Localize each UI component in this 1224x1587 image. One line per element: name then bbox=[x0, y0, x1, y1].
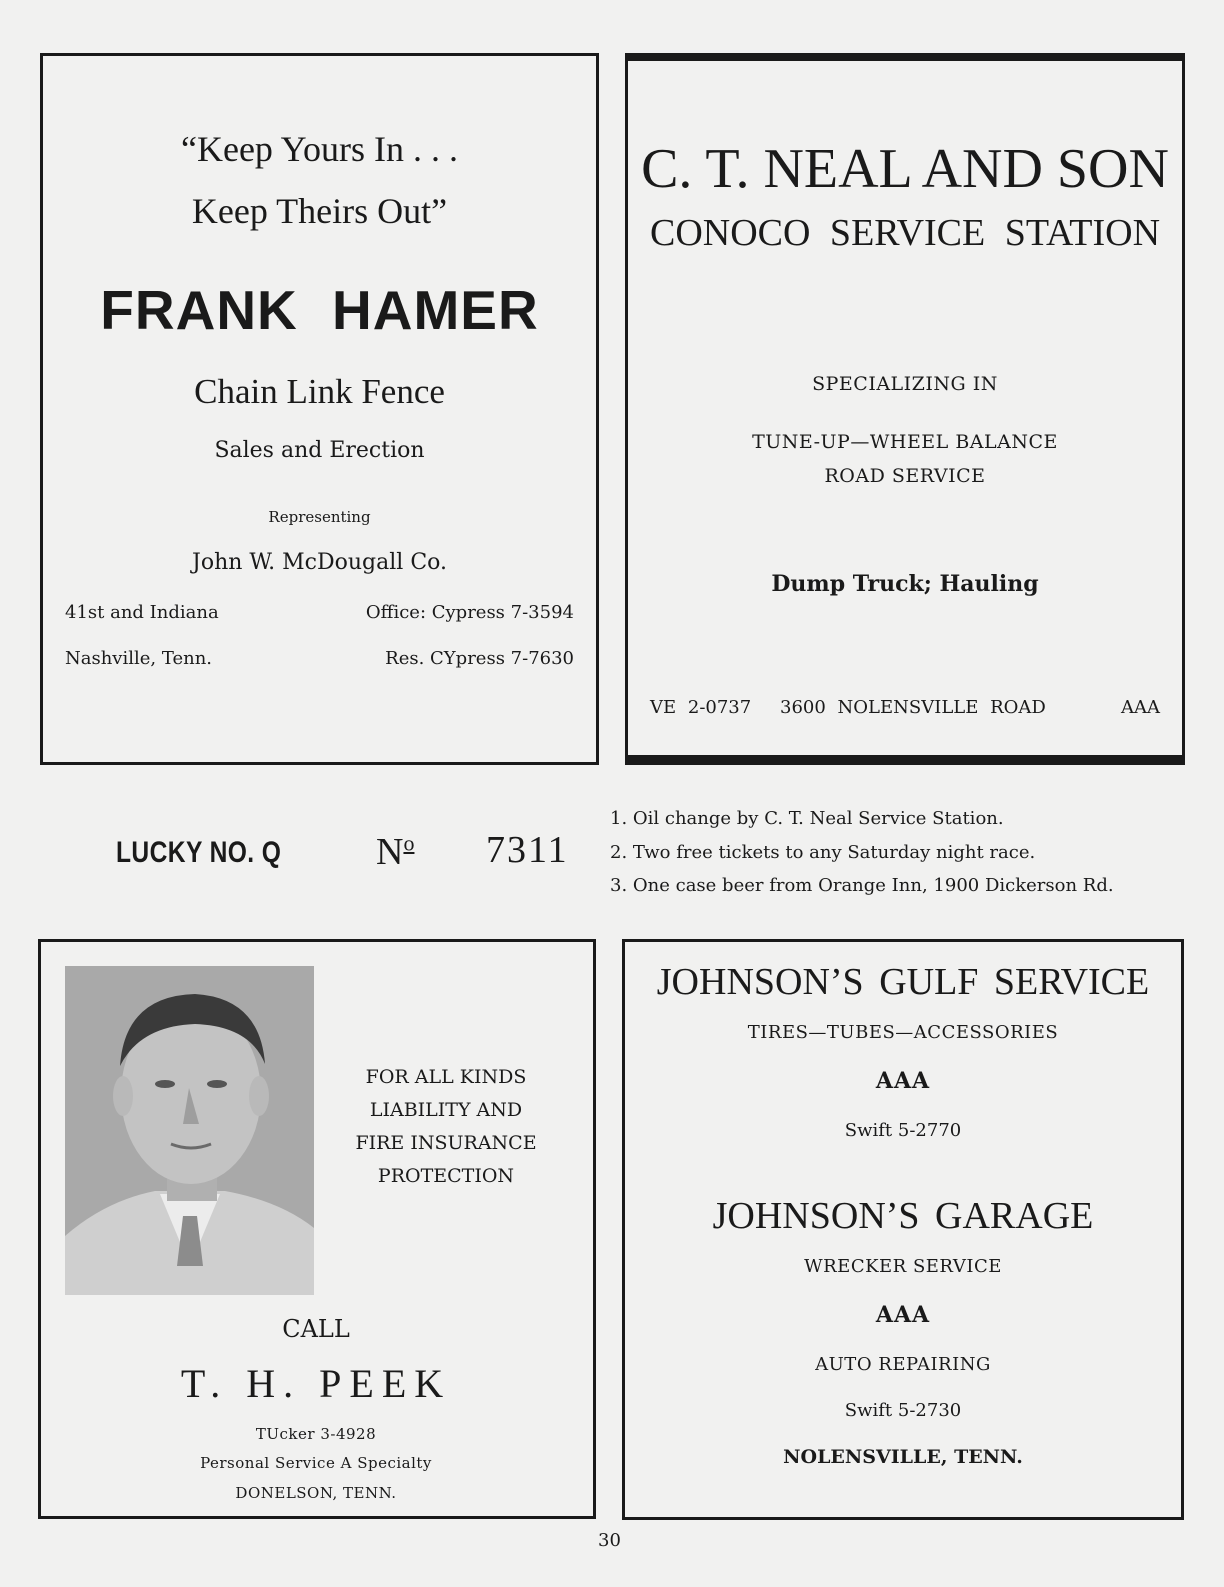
residence-phone: Res. CYpress 7-7630 bbox=[385, 648, 574, 669]
extra-service: Dump Truck; Hauling bbox=[771, 571, 1039, 597]
aaa-badge: AAA bbox=[875, 1302, 931, 1328]
portrait-photo bbox=[65, 966, 314, 1295]
city: Nashville, Tenn. bbox=[65, 648, 213, 669]
tagline: Personal Service A Specialty bbox=[200, 1454, 432, 1472]
town: DONELSON, TENN. bbox=[235, 1484, 397, 1502]
business-subtitle: CONOCO SERVICE STATION bbox=[649, 212, 1161, 254]
business-name: FRANK HAMER bbox=[100, 279, 539, 341]
specializing-label: SPECIALIZING IN bbox=[812, 373, 998, 395]
description-line: FOR ALL KINDS bbox=[365, 1066, 527, 1088]
product-heading: Chain Link Fence bbox=[194, 372, 445, 411]
representing-label: Representing bbox=[268, 508, 371, 526]
street-address: 41st and Indiana bbox=[65, 602, 219, 623]
company-name: John W. McDougall Co. bbox=[192, 550, 447, 575]
description-line: PROTECTION bbox=[377, 1165, 515, 1187]
prize-item: 1. Oil change by C. T. Neal Service Station. bbox=[610, 808, 1004, 829]
business-name-gulf: JOHNSON’S GULF SERVICE bbox=[656, 961, 1150, 1003]
aaa-badge: AAA bbox=[1121, 697, 1160, 718]
wrecker-service-text: WRECKER SERVICE bbox=[804, 1256, 1002, 1277]
phone-gulf: Swift 5-2770 bbox=[844, 1120, 962, 1141]
description-line: FIRE INSURANCE bbox=[355, 1132, 537, 1154]
number-symbol: $N^o$ bbox=[376, 830, 415, 873]
ad-th-peek bbox=[38, 939, 596, 1519]
phone: VE 2-0737 bbox=[650, 697, 752, 718]
prize-item: 2. Two free tickets to any Saturday night race. bbox=[610, 841, 1036, 863]
phone-garage: Swift 5-2730 bbox=[844, 1400, 962, 1421]
page-number: 30 bbox=[598, 1530, 621, 1551]
services-line-1: TUNE-UP—WHEEL BALANCE bbox=[752, 431, 1058, 453]
prize-list bbox=[610, 802, 1114, 903]
slogan-line-1: “Keep Yours In . . . bbox=[181, 129, 458, 169]
ad-johnsons bbox=[622, 939, 1184, 1520]
ad-ct-neal bbox=[625, 53, 1185, 765]
call-label: CALL bbox=[282, 1315, 350, 1343]
auto-repairing-text: AUTO REPAIRING bbox=[815, 1354, 991, 1375]
business-name: C. T. NEAL AND SON bbox=[641, 138, 1169, 200]
agent-name: T. H. PEEK bbox=[180, 1361, 452, 1406]
office-phone: Office: Cypress 7-3594 bbox=[365, 602, 574, 623]
business-name-garage: JOHNSON’S GARAGE bbox=[712, 1195, 1094, 1237]
lucky-number-label: LUCKY NO. Q bbox=[116, 836, 282, 869]
ticket-number: 7311 bbox=[486, 829, 569, 871]
town: NOLENSVILLE, TENN. bbox=[783, 1446, 1023, 1468]
slogan-line-2: Keep Theirs Out” bbox=[191, 191, 448, 231]
address: 3600 NOLENSVILLE ROAD bbox=[780, 697, 1046, 718]
service-text: Sales and Erection bbox=[214, 438, 425, 463]
insurance-description bbox=[326, 1061, 566, 1193]
prize-item: 3. One case beer from Orange Inn, 1900 Dickerson Rd. bbox=[610, 875, 1114, 896]
description-line: LIABILITY AND bbox=[369, 1099, 523, 1121]
products-text: TIRES—TUBES—ACCESSORIES bbox=[747, 1022, 1059, 1043]
ad-frank-hamer bbox=[40, 53, 599, 765]
phone: TUcker 3-4928 bbox=[255, 1425, 377, 1443]
services-line-2: ROAD SERVICE bbox=[824, 465, 986, 487]
aaa-badge: AAA bbox=[875, 1068, 931, 1094]
